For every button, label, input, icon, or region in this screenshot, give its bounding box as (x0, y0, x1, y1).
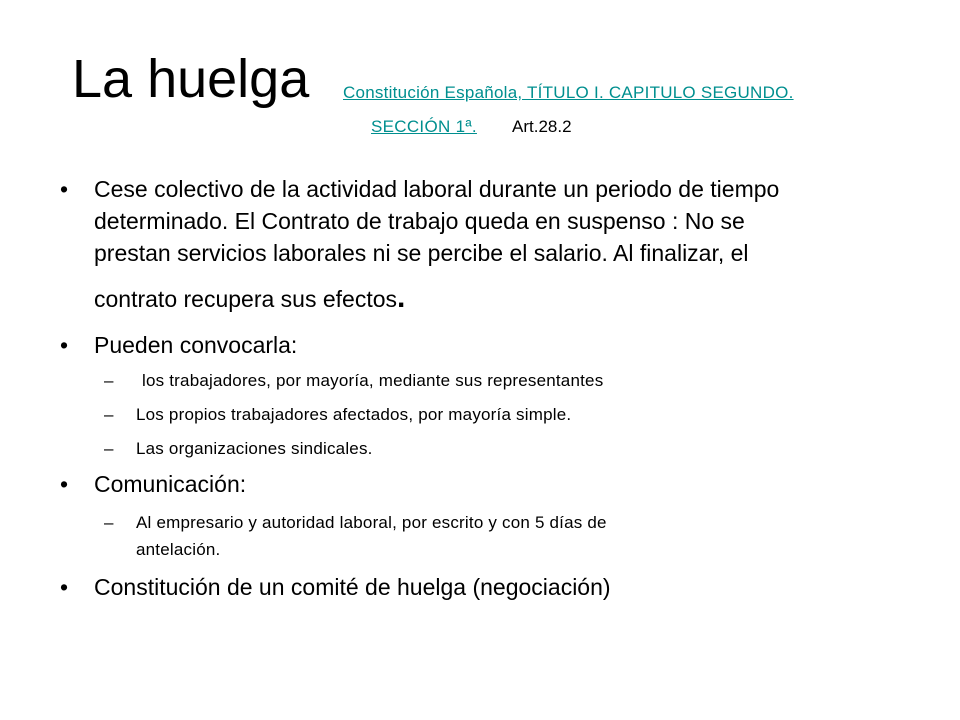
bullet-marker: • (60, 574, 69, 600)
bullet-marker: • (60, 471, 69, 497)
dash-marker: – (104, 371, 114, 390)
dash-marker: – (104, 513, 114, 532)
bullet-cese-line4-text: contrato recupera sus efectos (94, 286, 397, 312)
sub-item-text: los trabajadores, por mayoría, mediante sus representantes (142, 371, 604, 390)
sub-item-text-line1: Al empresario y autoridad laboral, por escrito y con 5 días de (136, 513, 607, 532)
constitution-link[interactable]: Constitución Española, TÍTULO I. CAPITULO SEGUNDO. (343, 83, 794, 102)
bullet-comunicacion-label: Comunicación: (94, 471, 247, 497)
article-reference: Art.28.2 (512, 117, 572, 136)
bullet-cese-line1: Cese colectivo de la actividad laboral durante un periodo de tiempo (94, 176, 780, 202)
dash-marker: – (104, 405, 114, 424)
bullet-marker: • (60, 332, 69, 358)
section-link[interactable]: SECCIÓN 1ª. (371, 117, 477, 136)
bullet-cese-line3: prestan servicios laborales ni se percibe el salario. Al finalizar, el (94, 240, 749, 266)
sub-item-text: Los propios trabajadores afectados, por mayoría simple. (136, 405, 572, 424)
bullet-convocar-label: Pueden convocarla: (94, 332, 298, 358)
slide-title: La huelga (72, 49, 310, 109)
bullet-comite-label: Constitución de un comité de huelga (negociación) (94, 574, 611, 600)
bullet-cese-period: . (397, 281, 406, 314)
sub-item-text: Las organizaciones sindicales. (136, 439, 373, 458)
bullet-cese-line4 (94, 283, 405, 314)
bullet-cese-line2: determinado. El Contrato de trabajo queda en suspenso : No se (94, 208, 745, 234)
dash-marker: – (104, 439, 114, 458)
bullet-marker: • (60, 176, 69, 202)
sub-item-text-line2: antelación. (136, 540, 221, 559)
